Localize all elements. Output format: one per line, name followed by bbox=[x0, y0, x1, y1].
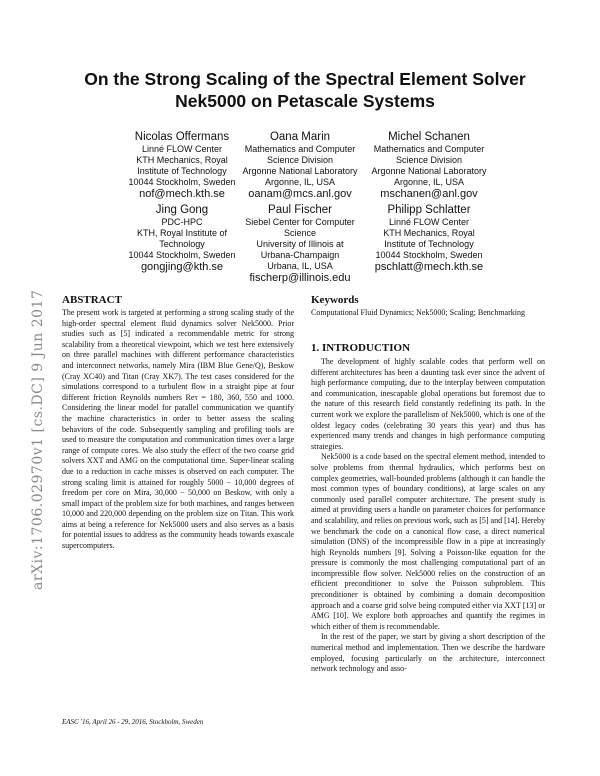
keywords-body bbox=[311, 308, 545, 319]
author-email: mschanen@anl.gov bbox=[380, 188, 478, 200]
conference-footer: EASC '16, April 26 - 29, 2016, Stockholm, Sweden bbox=[62, 718, 204, 726]
author-affiliation-line: Argonne National Laboratory bbox=[371, 166, 487, 176]
author-affiliation-line: Institute of Technology bbox=[384, 239, 474, 249]
author-affiliation-line: PDC-HPC bbox=[161, 217, 203, 227]
author-affiliation-line: University of Illinois at bbox=[256, 239, 344, 249]
author-email: pschlatt@mech.kth.se bbox=[374, 261, 484, 273]
author-email: oanam@mcs.anl.gov bbox=[248, 188, 352, 200]
author-affiliation-line: 10044 Stockholm, Sweden bbox=[128, 250, 236, 260]
author-affiliation-line: Science Division bbox=[395, 155, 463, 165]
introduction-heading: 1. INTRODUCTION bbox=[311, 342, 411, 354]
keywords-heading: Keywords bbox=[311, 294, 359, 306]
abstract-text: The present work is targeted at performing a strong scaling study of the high-order spectral element fluid dynamics solver Nek5000. Prior studies such as [5] indicated a recommendable metric for strong scalability from a theoretical viewpoint, which we test here extensively on three parallel machines with different performance characteristics and interconnect networks, namely Mira (IBM Blue Gene/Q), Beskow (Cray XC40) and Titan (Cray XK7). The test cases considered for the simulations correspond to a turbulent flow in a straight pipe at four different friction Reynolds numbers Reτ = 180, 360, 550 and 1000. Considering the linear model for parallel communication we quantify the machine characteristics in order to better assess the scaling behaviors of the code. Subsequently sampling and profiling tools are used to measure the computation and communication times over a large range of compute cores. We also study the effect of the two coarse grid solvers XXT and AMG on the computational time. Super-linear scaling due to a reduction in cache misses is observed on each computer. The strong scaling limit is attained for roughly 5000 − 10,000 degrees of freedom per core on Mira, 30,000 − 50,000 on Beskow, with only a small impact of the problem size for both machines, and ranges between 10,000 and 220,000 depending on the problem size on Titan. This work aims at being a reference for Nek5000 users and also serves as a basis for potential issues to address as the community heads towards exascale supercomputers. bbox=[62, 308, 294, 551]
author-email: nof@mech.kth.se bbox=[139, 188, 225, 200]
author-email: fischerp@illinois.edu bbox=[249, 272, 351, 284]
abstract-heading: ABSTRACT bbox=[62, 294, 122, 306]
title-line-1: On the Strong Scaling of the Spectral Element Solver bbox=[84, 69, 526, 89]
author-affiliation-line: Mathematics and Computer bbox=[244, 144, 356, 154]
author-affiliation-line: 10044 Stockholm, Sweden bbox=[128, 177, 236, 187]
author-email: gongjing@kth.se bbox=[140, 261, 224, 273]
author-affiliation-line: 10044 Stockholm, Sweden bbox=[375, 250, 483, 260]
arxiv-identifier: arXiv:1706.02970v1 [cs.DC] 9 Jun 2017 bbox=[30, 289, 46, 590]
intro-paragraph-2: Nek5000 is a code based on the spectral element method, intended to solve problems from thermal hydraulics, which performs best on complex geometries, wall-bounded problems (although it can handle the most common types of boundary conditions), at large scales on any commonly used parallel computer architecture. The present study is aimed at providing users a handle on parameter choices for performance and scalability, and relies on previous work, such as [5] and [14]. Hereby we benchmark the code on a canonical flow case, a direct numerical simulation (DNS) of the incompressible flow in a pipe at increasingly high Reynolds numbers [9]. Solving a Poisson-like equation for the pressure is commonly the most challenging computational part of an incompressible flow solver. Nek5000 relies on the construction of an efficient preconditioner to solve the Poisson subproblem. This preconditioner is obtained by combining a domain decomposition approach and a coarse grid solve being computed either via XXT [13] or AMG [10]. We explore both approaches and quantify the regimes in which either of them is recommendable. bbox=[311, 452, 545, 631]
title-line-2: Nek5000 on Petascale Systems bbox=[175, 91, 435, 111]
keywords-text: Computational Fluid Dynamics; Nek5000; Scaling; Benchmarking bbox=[311, 308, 525, 317]
author-affiliation-line: Urbana-Champaign bbox=[260, 250, 340, 260]
author-affiliation-line: KTH Mechanics, Royal bbox=[136, 155, 228, 165]
author-affiliation-line: Mathematics and Computer bbox=[373, 144, 485, 154]
author-affiliation-line: Institute of Technology bbox=[137, 166, 227, 176]
author-name: Jing Gong bbox=[155, 204, 209, 216]
author-block bbox=[344, 203, 514, 274]
intro-paragraph-3: In the rest of the paper, we start by giving a short description of the numerical method and implementation. Then we describe the hardware employed, focusing particularly on the architecture, interconnect network technology and asso- bbox=[311, 632, 545, 674]
author-name: Michel Schanen bbox=[388, 131, 470, 143]
author-affiliation-line: KTH, Royal Institute of bbox=[136, 228, 228, 238]
author-affiliation-line: Technology bbox=[159, 239, 205, 249]
author-name: Paul Fischer bbox=[268, 204, 332, 216]
author-affiliation-line: Linné FLOW Center bbox=[388, 217, 470, 227]
abstract-body bbox=[62, 308, 294, 552]
author-affiliation-line: Argonne National Laboratory bbox=[242, 166, 358, 176]
author-affiliation-line: Argonne, IL, USA bbox=[264, 177, 336, 187]
paper-title bbox=[60, 68, 550, 112]
author-name: Philipp Schlatter bbox=[387, 204, 471, 216]
author-affiliation-line: KTH Mechanics, Royal bbox=[383, 228, 475, 238]
author-block bbox=[344, 130, 514, 201]
author-affiliation-line: Science bbox=[283, 228, 317, 238]
introduction-body bbox=[311, 357, 545, 675]
author-affiliation-line: Science Division bbox=[266, 155, 334, 165]
author-affiliation-line: Siebel Center for Computer bbox=[245, 217, 355, 227]
author-affiliation-line: Argonne, IL, USA bbox=[393, 177, 465, 187]
author-name: Oana Marin bbox=[269, 131, 331, 143]
author-affiliation-line: Linné FLOW Center bbox=[141, 144, 223, 154]
author-affiliation-line: Urbana, IL, USA bbox=[267, 261, 333, 271]
author-name: Nicolas Offermans bbox=[134, 131, 230, 143]
intro-paragraph-1: The development of highly scalable codes that perform well on different architectures has been a daunting task ever since the advent of high performance computing, due to the interplay between computation and communication, inescapable global operations but foremost due to the nature of this research field constantly redefining its path. In the current work we explore the parallelism of Nek5000, which is one of the oldest legacy codes (celebrating 30 years this year) and thus has experienced many trends and changes in high performance computing strategies. bbox=[311, 357, 545, 451]
